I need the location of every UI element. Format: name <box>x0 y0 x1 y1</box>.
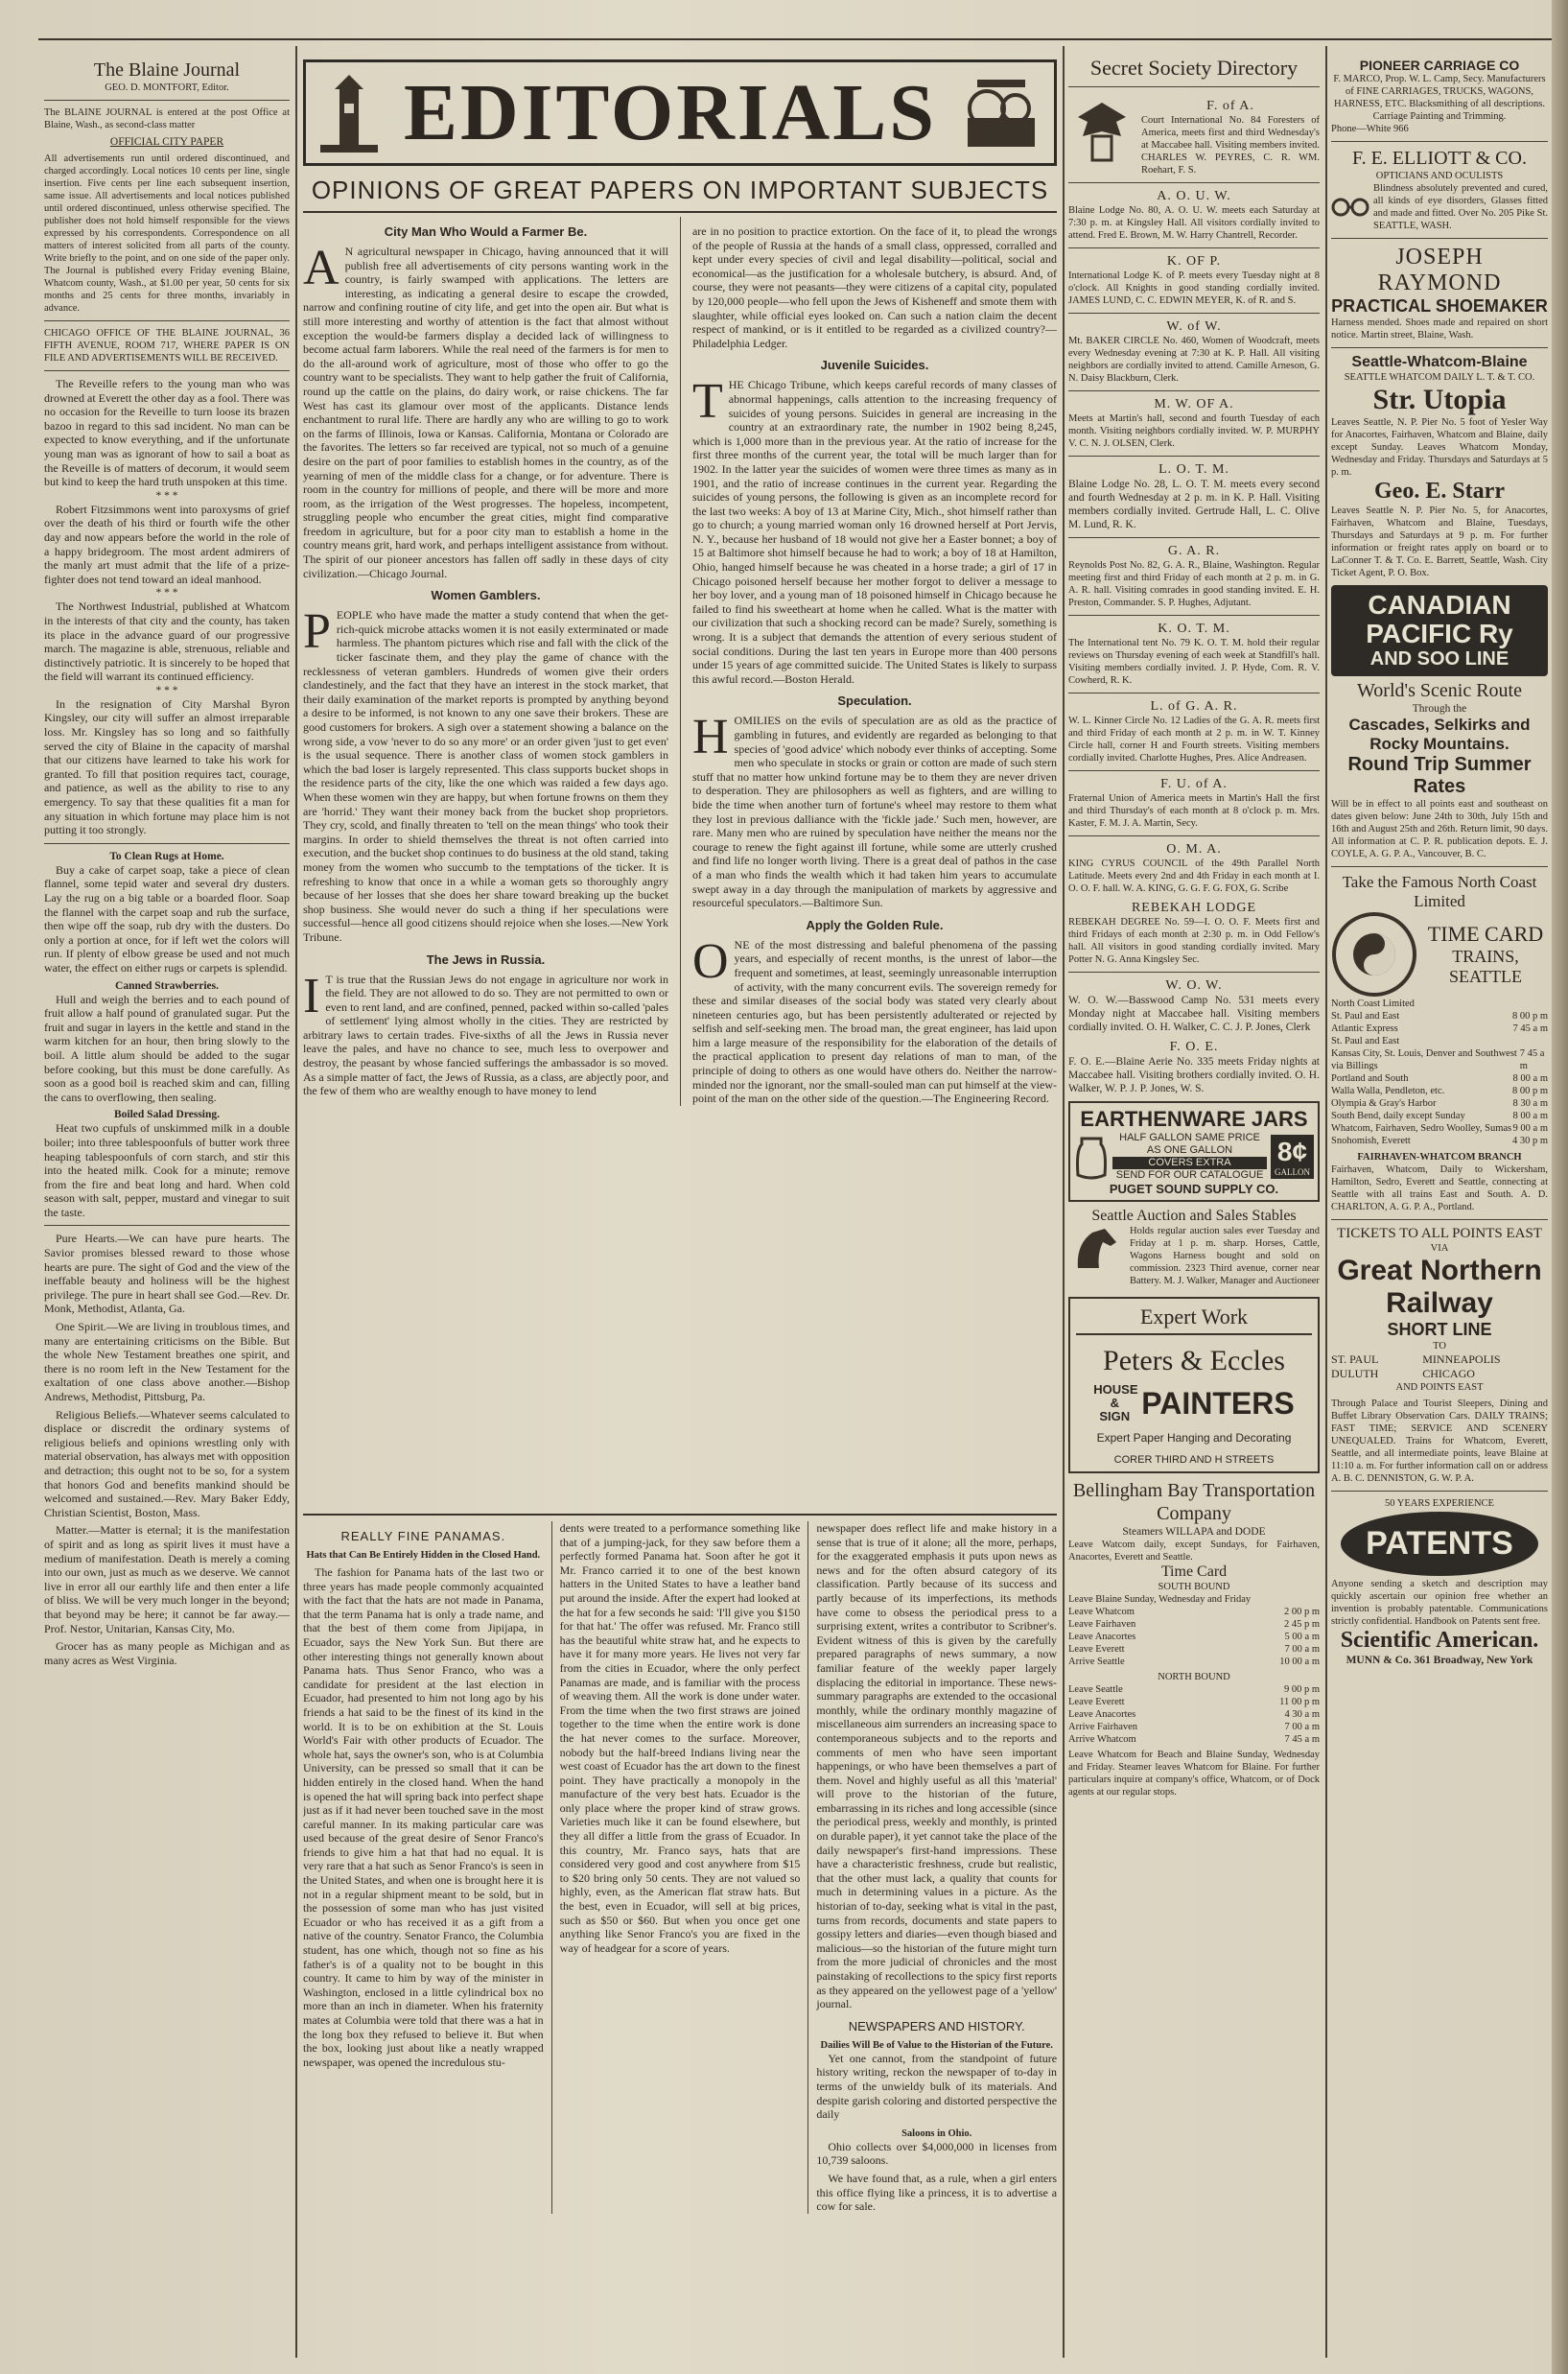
paragraph: In the resignation of City Marshal Byron Kingsley, our city will suffer an almost irreparable loss. Mr. Kingsley has so long and so faithfully served the city of Blaine in the capacity of marshal that our citizens have learned to take his work for granted. To fill that position requires tact, courage, and patience, as well as the ability to rise to any emergency. To say that these qualities fit a man for any situation in which fortune may place him is not putting it too strongly. <box>44 696 290 837</box>
panamas-text: dents were treated to a performance something like that of a jumping-jack, for they saw before them a perfectly formed Panama hat. Soon after he got it Mr. Franco carried it to one of the best known hatters in the United States to have a leather band put around the inside. After the expert had looked at the hat for a few seconds he said: 'I'll give you $150 for that hat.' The offer was refused. Mr. Franco still has the beautiful white straw hat, and he expects to have it for many more years. He lives not very far from the cities in Ecuador, where the only perfect Panamas are made, and is familiar with the process of weaving them. All the work is done under water. From the time when the two first straws are joined together to the time when the entire work is done the hat never comes to the surface. Moreover, nobody but the half-breed Indians living near the west coast of Ecuador has the art down to the finest point. They have practically a monopoly in the manufacture of the very best hats. Ecuador is the only place where the proper kind of straw grows. Varieties much like it can be found elsewhere, but they all differ a little from the grass of Ecuador. In this country, Mr. Franco says, hats that are considered very good and cost anywhere from $15 to $20 bring only 50 cents. They are not valued so highly, even, as the American flat straw hats. But the best, even in Ecuador, will sell at big prices, such as $50 or $60. But when you once get one anything like Senor Franco's you are fixed in the way of headgear for a score of years. <box>559 1521 801 1955</box>
entry-note: The BLAINE JOURNAL is entered at the post Office at Blaine, Wash., as second-class matter <box>44 107 290 130</box>
article-text: N agricultural newspaper in Chicago, having announced that it will publish free all advertisements of city persons wanting work in the country, is fairly swamped with applications. The letters are interesting, as indicating a general desire to escape the crowded, narrow and confining routine of city life, and get into the open air. But what is still more interesting and worthy of attention is the fact that almost without exception the would-be farmers display a decided lack of willingness to become actual farm laborers. While the real need of the farmers is for men to do the all-around work of agriculture, most of those who offer to go the country want to be specialists. They want to help gather the fruit of California, round up the cattle on the plains, do dairy work, or raise chickens. The far West has cast its glamour over most of the applicants. Distance lends enchantment to rural life. There are hardly any who are willing to go to work on the farms of Illinois, Iowa or Kansas. California, Montana or Colorado are the favorites. The letters so far received are typical, not so much of a genuine desire on the part of poor families to establish homes in the country, as of the yearning of men of the middle class for a change, or for adventure. There is room in the country for millions of people, and there will be more and more room, as the irrigation of the West progresses. The hopeless, incompetent, struggling people who encumber the great cities, might find comparative freedom in agriculture, but for a poor city man to establish a home in the country means grit, hard work, and perhaps intelligent assistance from without. The spirit of our pioneer ancestors has fallen off sadly in these days of city civilization.—Chicago Journal. <box>303 245 668 580</box>
timetable-time: 2 00 p m <box>1283 1607 1320 1617</box>
timetable-stop: Atlantic Express <box>1331 1023 1398 1034</box>
lodge-name: F. of A. <box>1206 99 1254 113</box>
article-text: HE Chicago Tribune, which keeps careful records of many classes of abnormal happenings, calls attention to the increasing frequency of suicides of young persons. Suicides in general are increasing in the country at an extraordinary rate, the number in 1902 being 8,245, which is 1,000 more than in the previous year. At the ratio of increase for the first three months of the current year, the total will be much larger than for 1902. In the latter year the suicides of women were three times as many as in 1901, and the ratio of increase continues in the current year. Regarding the suicides of young persons, the following is given as an incomplete record for the last two weeks: A boy of 13 at Marine City, Mich., shot himself rather than go to church; a young married woman only 16 drowned herself at Port Jervis, N. Y., because her husband of 18 would not give her a Easter bonnet; a boy of 15 at Baltimore shot himself because he had to work; a boy of 18 at Hamilton, Ohio, hanged himself because he was cheated in a horse trade; a girl of 17 in Chicago poisoned herself because her mother forgot to deliver a message to her boy lover, and a young man of 18 poisoned himself in Chicago because he failed to find his sweetheart at home when he called. What is the matter with our civilization that such a shocking record can be made? Surely, something is wrong. It is a subject that demands the attention of every serious student of social conditions. During the last ten years in Europe more than 400 persons under 15 years of age committed suicide. The United States is likely to surpass this awful record.—Boston Herald. <box>691 378 1057 686</box>
lodge-text: Meets at Martin's hall, second and fourth Tuesday of each month. Visiting neighbors cordially invited. W. P. MURPHY V. C. N. J. OLSEN, Clerk. <box>1068 413 1320 449</box>
paragraph: The Reveille refers to the young man who was drowned at Everett the other day as a fool. There was no occasion for the Reveille to turn loose its brazen bazoo in regard to this sad incident. No man can be expected to know everything, and if the unfortunate young man was as ignorant of how to sail a boat as the Reveille is of matters of decorum, it would seem but kind to keep the hard truth unspoken at this time. <box>44 377 290 489</box>
strawberries-text: Hull and weigh the berries and to each pound of fruit allow a half pound of granulated sugar. Put the fruit and sugar in layers in the kettle and stand in the warm kitchen for an hour, then bring slowly to the boil. A little alum should be added to the sugar before cooking, but this must be done carefully. As soon as a good boil is reached skim and can, filling the cans to overflowing, then sealing. <box>44 992 290 1104</box>
timetable-time: 7 45 a m <box>1284 1734 1320 1745</box>
timetable-stop: Kansas City, St. Louis, Denver and Southwest via Billings <box>1331 1048 1517 1071</box>
timetable-stop: St. Paul and East <box>1331 1011 1400 1022</box>
timetable-stop: South Bend, daily except Sunday <box>1331 1111 1465 1121</box>
timetable-stop: Leave Seattle <box>1068 1684 1123 1695</box>
time-card-np: TIME CARD <box>1427 922 1544 946</box>
timetable-time: 10 00 a m <box>1279 1657 1320 1667</box>
canadian-pacific-ad <box>1331 585 1548 676</box>
patents-experience: 50 YEARS EXPERIENCE <box>1385 1498 1494 1509</box>
painters: PAINTERS <box>1141 1385 1295 1421</box>
lodge-name: O. M. A. <box>1166 842 1222 857</box>
cascades: Cascades, Selkirks and Rocky Mountains. <box>1348 716 1531 753</box>
earthenware-line: SEND FOR OUR CATALOGUE <box>1115 1169 1264 1181</box>
seattle-title: Seattle-Whatcom-Blaine <box>1351 354 1528 370</box>
lodge-name: F. O. E. <box>1169 1040 1219 1054</box>
editorials-title: EDITORIALS <box>404 68 937 157</box>
gn-text: Through Palace and Tourist Sleepers, Dining and Buffet Library Observation Cars. DAILY TRAINS; FAST TIME; SERVICE AND SCENERY UNEQUALED. Trains for Whatcom, Everett, Seattle, and all intermediate points, leave Blaine at 11:10 a. m. For further information call on or address A. B. C. DENNISTON, G. W. P. A. <box>1331 1399 1548 1484</box>
timetable-time: 8 00 p m <box>1511 1086 1548 1096</box>
to-label: TO <box>1433 1341 1446 1352</box>
timetable-time: 7 00 a m <box>1284 1644 1320 1655</box>
paper-name: The Blaine Journal <box>93 59 241 81</box>
panamas-subtitle: Hats that Can Be Entirely Hidden in the Closed Hand. <box>306 1550 541 1561</box>
lodge-text: Blaine Lodge No. 28, L. O. T. M. meets every second and fourth Wednesday at 2 p. m. in K. P. Hall. Visiting members cordially invited. Gertrude Hall, L. C. Olive M. Lund, R. K. <box>1068 479 1320 530</box>
page-edge <box>1552 0 1568 2374</box>
carriage-title: PIONEER CARRIAGE CO <box>1359 58 1520 73</box>
editorial-column-1 <box>303 217 668 1106</box>
great-northern: Great Northern Railway <box>1337 1255 1542 1319</box>
lodge-text: International Lodge K. of P. meets every Tuesday night at 8 o'clock. All Knights in good standing cordially invited. JAMES LUND, C. C. EDWIN MEYER, K. of R. and S. <box>1068 270 1320 306</box>
steamers-text: Leave Watcom daily, except Sundays, for Fairhaven, Anacortes, Everett and Seattle. <box>1068 1540 1320 1563</box>
drop-cap: I <box>303 968 320 1023</box>
carriage-text: F. MARCO, Prop. W. L. Camp, Secy. Manufacturers of FINE CARRIAGES, TRUCKS, WAGONS, HARNESS, ETC. Blacksmithing of all descriptions. Carriage Painting and Trimming. <box>1333 74 1546 122</box>
cp-sub: AND SOO LINE <box>1369 648 1509 670</box>
timetable-time: 8 00 p m <box>1511 1011 1548 1022</box>
lodge-name: K. OF P. <box>1166 254 1222 269</box>
starr-title: Geo. E. Starr <box>1374 479 1505 504</box>
newspapers-title: NEWSPAPERS AND HISTORY. <box>848 2018 1025 2033</box>
expert-work: Expert Work <box>1076 1305 1312 1335</box>
newspapers-text: newspaper does reflect life and make history in a sense that is true of it alone; all the more, perhaps, for the exaggerated emphasis it puts upon news as news and for the often absurd category of its classification. Partly because of its success and partly because of its imperfections, its methods have come to obsess the periodical press to a surprising extent, writes a contributor to Scribner's. Evident witness of this is given by the carefully prepared paragraphs of news summary, a now familiar feature of the weekly paper largely displacing the editorial in importance. These news-summary paragraphs are extended to the occasional monthly, while the ordinary monthly magazine of miscellaneous aim surrenders an increasing space to contemporaneous subjects and to the reports and comments of men who have seen important happenings, or who have been themselves a part of them. Novel and highly useful as all this 'material' will prove to the historian of the future, embarrassing in its riches and long accessible (since the periodical press, weekly and monthly, is printed on durable paper), it yet cannot take the place of the daily newspaper's first-hand impressions. These have a characteristic freshness, crude but realistic, that the other must lack, a quality that counts for much in determining values in a picture. As the historian of to-day, seeking what is vital in the past, turns from records, documents and state papers to gossipy letters and diaries—even though biased and malicious—so the historian of the future might turn from the more judicial of chronicles and the most painstaking of recollections to the spicy first reports as they appeared on the yellowest page of a 'yellow' journal. <box>816 1521 1057 2011</box>
patents-title: PATENTS <box>1341 1512 1538 1576</box>
newspapers-subtitle: Dailies Will Be of Value to the Historian of the Future. <box>820 2039 1053 2051</box>
lodge-name: F. U. of A. <box>1160 777 1228 791</box>
fairhaven-title: FAIRHAVEN-WHATCOM BRANCH <box>1357 1152 1522 1163</box>
timetable-stop: Snohomish, Everett <box>1331 1136 1411 1146</box>
saloons-text: Ohio collects over $4,000,000 in licenses from 10,739 saloons. <box>816 2139 1057 2168</box>
timetable-stop: Leave Whatcom <box>1068 1607 1135 1617</box>
lodge-text: W. L. Kinner Circle No. 12 Ladies of the G. A. R. meets first and third Friday of each month at 2 p. m. in W. T. Kinney Circle hall, corner H and Fourth streets. Visiting members cordially invited. Charlotte Hughes, Pres. Alice Andreasen. <box>1068 716 1320 764</box>
patents-ad <box>1331 1497 1548 1667</box>
timetable-stop: Leave Blaine Sunday, Wednesday and Friday <box>1068 1594 1252 1605</box>
bay-footer: Leave Whatcom for Beach and Blaine Sunday, Wednesday and Friday. Steamer leaves Whatcom for Blaine. For further particulars inquire at company's office, Whatcom, or of Dock agents at our regular stops. <box>1068 1750 1320 1798</box>
article-text: NE of the most distressing and baleful phenomena of the passing years, and especially of recent months, is the unrest of labor—the frequent and sometimes, at least, seemingly unreasonable interruption of activity, with the many concurrent evils. The sovereign remedy for these and similar diseases of the social body was stated very clearly about nineteen centuries ago, but has been persistently adulterated or rejected by selfish and self-seeking men. The broad man, the great engineer, has laid upon him a large measure of the responsibility for the elaboration of the details of the practical application to present day relations of man to man, of the principle of doing to others as one would have others do. Neither the narrow-minded nor the ignorant, nor the small-souled man can put himself at the view-point of the man on the other side of the question.—The Engineering Record. <box>691 937 1057 1106</box>
religious-note: Pure Hearts.—We can have pure hearts. The Savior promises blessed reward to those whose hearts are pure. The sight of God and the view of the ineffable beauty and holiness will be the highest privilege. The pure in heart shall see God.—Rev. Dr. Monk, Methodist, Atlanta, Ga. <box>44 1232 290 1316</box>
lodge-name: M. W. OF A. <box>1154 397 1234 411</box>
timetable-time: 9 00 p m <box>1283 1684 1320 1695</box>
earthenware-company: PUGET SOUND SUPPLY CO. <box>1109 1182 1279 1196</box>
lodge-text: Blaine Lodge No. 80, A. O. U. W. meets each Saturday at 7:30 p. m. at Kingsley Hall. All visitors cordially invited to attend. Fred E. Brown, M. W. Harry Chantrell, Recorder. <box>1068 205 1320 241</box>
south-bound: SOUTH BOUND <box>1158 1582 1230 1592</box>
article-title: Juvenile Suicides. <box>820 358 929 373</box>
article-text: are in no position to practice extortion. On the face of it, to plead the wrongs of the people of Russia at the hands of a small class, oppressed, corralled and kept under every species of civil and legal disability—political, social and economical—as the justification for a wholesale butchery, is absurd. And, of course, they were not peasants—they were citizens of a capital city, populated by 120,000 people—who fell upon the Jews of Kisheneff and smote them with slaughter, while official eyes looked on. Can such a nation claim the decent respect of mankind, or is it entitled to be regarded as a civilized country?—Philadelphia Ledger. <box>691 224 1057 350</box>
drop-cap: H <box>691 710 729 765</box>
princess-text: We have found that, as a rule, when a girl enters this office flying like a princess, it is to advertise a cow for sale. <box>816 2171 1057 2214</box>
timetable-stop: Leave Everett <box>1068 1697 1125 1707</box>
northern-pacific-logo-icon <box>1331 911 1417 998</box>
column-divider <box>1063 46 1065 2358</box>
raymond-sub: PRACTICAL SHOEMAKER <box>1331 296 1548 316</box>
auction-text: Holds regular auction sales ever Tuesday and Friday at 1 p. m. sharp. Horses, Cattle, Wagons Harness bought and sold on commission. 2323 Third avenue, corner near Battery. M. J. Walker, Manager and Auctioneer <box>1130 1226 1320 1286</box>
timetable-time: 5 00 a m <box>1284 1632 1320 1642</box>
elliott-sub: OPTICIANS AND OCULISTS <box>1375 171 1504 181</box>
newspapers-column <box>816 1521 1057 2214</box>
household-text: Buy a cake of carpet soap, take a piece of clean flannel, some tepid water and several dry dusters. Lay the rug on a big table or a boarded floor. Soap the flannel with the carpet soap and rub the surface, then wipe off the soap, rub dry with the dusters. Do only a portion at once, for if left wet the colors will run. If plenty of elbow grease be used and not much water, the effect on either rugs or carpets is splendid. <box>44 862 290 975</box>
lodge-text: Court International No. 84 Foresters of America, meets first and third Wednesday's at Maccabee hall. Visiting members invited. CHARLES W. PEYRES, C. R. WM. Roehart, F. S. <box>1141 115 1320 176</box>
article-title: The Jews in Russia. <box>426 952 546 967</box>
dressing-text: Heat two cupfuls of unskimmed milk in a double boiler; into three tablespoonfuls of butter work three heaping tablespoonfuls of corn starch, and stir this into the heated milk. Cook for a minute; remove from the fire and beat long and hard. When cold season with salt, pepper, mustard and vinegar to suit the taste. <box>44 1121 290 1219</box>
printing-press-illustration-icon <box>958 70 1044 156</box>
rates-text: Will be in effect to all points east and southeast on dates given below: June 24th to 30th, July 15th and 16th and August 25th and 26th. Return limit, 90 days. All information at C. P. R. publication depots. E. J. COYLE, A. G. P. A., Vancouver, B. C. <box>1331 799 1548 859</box>
lodge-name: L. O. T. M. <box>1158 462 1229 477</box>
newspapers-text: Yet one cannot, from the standpoint of future history writing, reckon the newspaper of to-day in terms of the unwieldy bulk of its materials. And despite garish coloring and distorted perspective the daily <box>816 2051 1057 2122</box>
panamas-text: The fashion for Panama hats of the last two or three years has made people commonly acquainted with the fact that the hats are not made in Panama, that the term Panama hat is only a trade name, and that the best of them come from Jipijapa, in Ecuador, says the New York Sun. But there are other interesting things not generally known about Panama hats. Thus Senor Franco, who was a candidate for president at the last election in Ecuador, had presented to him not long ago by his friends a hat said to be the finest of its kind in the world. It is to be on exhibition at the St. Louis World's Fair with other products of Ecuador. The whole hat, says the owner's son, who is at Columbia University, can be pressed so small that it can be hidden entirely in the closed hand. When the hand is opened the hat will spring back into perfect shape just as if it had never been touched save in the most careful manner. In its making particular care was used because of the great desire of Senor Franco's friends to give him a hat that had no equal. It is very rare that a hat such as Senor Franco's is seen in the United States, and when one is brought here it is not in a regular shipment meant to be sold, but in the possession of some man who has just visited Ecuador or who has received it as a gift from a native of the country. Senator Franco, the Columbia student, has one which, though not so fine as his father's is of a quality not to be bought in this country. It came to him by way of the minister in Washington, enclosed in a little cylindrical box no more than an inch in diameter. When his fraternity mates at Columbia were told that there was a hat in the long box they refused to believe it. But when the box, looking just about like a neatly wrapped newspaper, was opened the incredulous stu- <box>303 1565 544 2069</box>
cities-left: ST. PAUL DULUTH <box>1331 1352 1379 1380</box>
munn: MUNN & Co. 361 Broadway, New York <box>1346 1655 1533 1666</box>
np-timetable <box>1331 998 1548 1147</box>
through-label: Through the <box>1412 703 1467 715</box>
elliott-text: Blindness absolutely prevented and cured, all kinds of eye disorders, Glasses fitted and made and fitted. Over No. 205 Pike St. SEATTLE, WASH. <box>1373 183 1548 231</box>
timetable-time: 4 30 p m <box>1511 1136 1548 1146</box>
horse-head-icon <box>1068 1225 1126 1273</box>
timetable-time: 8 00 a m <box>1512 1073 1548 1084</box>
religious-note: Matter.—Matter is eternal; it is the manifestation of spirit and as long as spirit lives it must have a medium of manifestation. Death is merely a coming into our own, just as much as we deserve. We cannot live in error all our earthly life and then enter a life of bliss. We will be very much longer in the beyond; that beyond may be here; it cannot be far away.—Prof. Nestor, Unitarian, Kansas City, Mo. <box>44 1523 290 1635</box>
article-title: Speculation. <box>837 693 912 709</box>
article-title: Apply the Golden Rule. <box>806 917 944 932</box>
timetable-time: 11 00 p m <box>1279 1697 1320 1707</box>
official-label: OFFICIAL CITY PAPER <box>109 136 224 148</box>
panamas-title: REALLY FINE PANAMAS. <box>340 1529 506 1543</box>
starr-text: Leaves Seattle N. P. Pier No. 5, for Anacortes, Fairhaven, Whatcom and Blaine, Tuesdays, Thursdays and Saturdays at 9 p. m. For further information or freight rates apply on board or to LaConner T. & T. Co. E. Barrett, Seattle, Wash. City Ticket Agent, P. O. Box. <box>1331 505 1548 578</box>
timetable-time: 2 45 p m <box>1283 1619 1320 1630</box>
earthenware-ad <box>1068 1101 1320 1202</box>
lodge-name: W. O. W. <box>1165 978 1223 993</box>
column-divider <box>295 46 297 2358</box>
gn-header: TICKETS TO ALL POINTS EAST <box>1337 1226 1542 1241</box>
raymond-text: Harness mended. Shoes made and repaired on short notice. Martin street, Blaine, Wash. <box>1331 317 1548 341</box>
cities-right: MINNEAPOLIS CHICAGO <box>1422 1352 1501 1380</box>
north-bound: NORTH BOUND <box>1158 1672 1230 1682</box>
lower-strip <box>303 1514 1057 2358</box>
timetable-stop: Leave Fairhaven <box>1068 1619 1136 1630</box>
saloons-title: Saloons in Ohio. <box>901 2127 972 2139</box>
earthenware-line: HALF GALLON SAME PRICE AS ONE GALLON <box>1119 1132 1260 1156</box>
timetable-stop: Portland and South <box>1331 1073 1409 1084</box>
lodge-text: Reynolds Post No. 82, G. A. R., Blaine, Washington. Regular meeting first and third Friday of each month at 2 p. m. in G. A. R. hall. Visiting comrades in good standing invited. E. H. Preston, Commander. S. P. Hughes, Adjutant. <box>1068 560 1320 608</box>
timetable-stop: Arrive Fairhaven <box>1068 1722 1138 1732</box>
article-text: T is true that the Russian Jews do not engage in agriculture nor work in the field. They are not allowed to do so. They are not permitted to own or even to rent land, and are confined, penned, packed within so-called 'pales of settlement' lying almost wholly in the cities. They are restricted by arbitrary laws to certain trades. Five-sixths of all the Jews in Russia never leave the pales, and have no chance to see, much less to overpower and destroy, the peasant by whose fancied sufferings the ambassador is so moved. As a simple matter of fact, the Jews of Russia, as a class, are abjectly poor, and the few of them who are wealthy enough to have money to lend <box>303 972 668 1098</box>
society-title: Secret Society Directory <box>1089 56 1299 80</box>
panamas-column-1 <box>303 1521 544 2214</box>
right-ads-column <box>1331 46 1548 1667</box>
lodge-text: KING CYRUS COUNCIL of the 49th Parallel North Latitude. Meets every 2nd and 4th Friday in each month at I. O. O. F. hall. W. A. KING, G. G. F. G. FOX, G. Scribe <box>1068 858 1320 894</box>
scenic-route: World's Scenic Route <box>1357 680 1522 701</box>
strawberries-title: Canned Strawberries. <box>115 979 219 992</box>
left-column: The Blaine Journal GEO. D. MONTFORT, Editor. The BLAINE JOURNAL is entered at the post Office at Blaine, Wash., as second-class matter OFFICIAL CITY PAPER All advertisements run until ordered discontinued, and charged accordingly. Local notices 10 cents per line, single insertion. Five cents per line each subsequent insertion, same issue. All advertisements and local notices published until ordered discontinued, unless otherwise specified. The publisher does not hold himself responsible for the views expressed by his correspondents. Correspondence on all matters of interest solicited from all parts of the county. Write briefly to the point, and on one side of the paper only. The Journal is published every Friday evening Blaine, Whatcom county, Wash., at $1.00 per year, 50 cents for six months and 25 cents for three months, invariably in advance. CHICAGO OFFICE OF THE BLAINE JOURNAL, 36 FIFTH AVENUE, ROOM 717, WHERE PAPER IS ON FILE AND ADVERTISEMENTS WILL BE RECEIVED. The Reveille refers to the young man who was drowned at Everett the other day as a fool. There was no occasion for the Reveille to turn loose its brazen bazoo in regard to this sad incident. No man can be expected to know everything, and if the unfortunate young man was as ignorant of how to sail a boat as the Reveille is of matters of decorum, it would seem but kind to keep the hard truth unspoken at this time. * * * Robert Fitzsimmons went into paroxysms of grief over the death of his third or fourth wife the other day and now appears before the world in the role of a happy bridegroom. The most ardent admirers of the manly art must admit that the life of a prize-fighter does not tend toward an ideal manhood. * * * The Northwest Industrial, published at Whatcom in the interests of that city and the county, has taken its place in the advance guard of our progressive march. The magazine is able, strenuous, reliable and distinctively patriotic. It is sincerely to be hoped that the field will warrant its continued efficiency. * * * In the resignation of City Marshal Byron Kingsley, our city will suffer an almost irreparable loss. Mr. Kingsley has so long and so faithfully served the city of Blaine in the capacity of marshal that our citizens have learned to take his work for granted. To fill that position requires tact, courage, and patience, as well as the ability to rise to any emergency. To say that these qualities fit a man for any situation in which fortune may place him is not putting it too strongly. To Clean Rugs at Home. Buy a cake of carpet soap, take a piece of clean flannel, some tepid water and several dry dusters. Lay the rug on a big table or a boarded floor. Soap the flannel with the carpet soap and rub the surface, then wipe off the soap, rub dry with the dusters. Do only a portion at once, for if left wet the colors will run. If plenty of elbow grease be used and not much water, the effect on either rugs or carpets is splendid. Canned Strawberries. Hull and weigh the berries and to each pound of fruit allow a half pound of granulated sugar. Put the fruit and sugar in layers in the kettle and stand in the warm kitchen for an hour, then bring slowly to the boil. A little alum should be added to the sugar before cooking, but this must be done carefully. As soon as a good boil is reached skim and can, filling the cans to overflowing, then sealing. Boiled Salad Dressing. Heat two cupfuls of unskimmed milk in a double boiler; into three tablespoonfuls of butter work three heaping tablespoonfuls of corn starch, and stir this into the heated milk. Cook for a minute; remove from the fire and beat long and hard. When cold season with salt, pepper, mustard and vinegar to suit the taste. Pure Hearts.—We can have pure hearts. The Savior promises blessed reward to those whose hearts are pure. The sight of God and the view of the ineffable beauty and holiness will be the highest privilege. The pure in heart shall see God.—Rev. Dr. Monk, Methodist, Atlanta, Ga. One Spirit.—We are living in troublous times, and many are entertaining criticisms on the Bible. But the whole New Testament breathes one spirit, and there is no room left in the New Testament for the exaltation of one class above another.—Bishop Andrews, Methodist, Pittsburg, Pa. Religious Beliefs.—Whatever seems calculated to displace or discredit the ordinary systems of religious beliefs and opinions wrestling only with material observation, has always met with opposition and detraction; this ought not to be so, for a system that honors God and benefits mankind should be welcomed and sustained.—Rev. Mary Baker Eddy, Christian Scientist, Boston, Mass. Matter.—Matter is eternal; it is the manifestation of spirit and as long as spirit lives it must have a medium of manifestation. Death is merely a coming into our own, just as much as we deserve. We cannot live in error all our earthly life and then enter a life of bliss. We will be very much longer in the beyond; that beyond may be here; it cannot be far away.—Prof. Nestor, Unitarian, Kansas City, Mo. Grocer has as many people as Michigan and as many acres as West Virginia. <box>44 59 290 1667</box>
paragraph: The Northwest Industrial, published at Whatcom in the interests of that city and the county, has taken its place in the advance guard of our progressive march. The magazine is able, strenuous, reliable and distinctively patriotic. It is sincerely to be hoped that the field will warrant its continued efficiency. <box>44 599 290 684</box>
timetable-stop: Leave Everett <box>1068 1644 1125 1655</box>
lodge-text: The International tent No. 79 K. O. T. M. hold their regular reviews on Thursday evening of each week at Standfill's hall. Visiting members cordially invited. J. P. Hyde, Com. R. V. Cowherd, R. K. <box>1068 638 1320 686</box>
earthenware-price: 8¢ <box>1276 1137 1308 1166</box>
points-east: AND POINTS EAST <box>1395 1382 1484 1393</box>
timetable-stop: Leave Anacortes <box>1068 1709 1136 1720</box>
corner-address: CORER THIRD AND H STREETS <box>1113 1454 1275 1466</box>
timetable-time: 4 30 a m <box>1284 1709 1320 1720</box>
article-title: Women Gamblers. <box>431 588 541 603</box>
panamas-column-2 <box>560 1521 801 2214</box>
drop-cap: P <box>303 604 331 660</box>
short-line: SHORT LINE <box>1387 1320 1492 1339</box>
timetable-stop: Arrive Seattle <box>1068 1657 1125 1667</box>
editorials-banner <box>303 59 1057 166</box>
article-title: City Man Who Would a Farmer Be. <box>384 224 588 239</box>
paper-hanging: Expert Paper Hanging and Decorating <box>1096 1431 1292 1445</box>
timetable-time: 8 30 a m <box>1512 1098 1548 1109</box>
jar-icon <box>1074 1133 1109 1181</box>
steamers: Steamers WILLAPA and DODE <box>1122 1526 1266 1538</box>
house-sign: HOUSE & SIGN <box>1093 1382 1138 1423</box>
timetable-time: 7 45 a m <box>1519 1048 1545 1071</box>
religious-note: Grocer has as many people as Michigan and as many acres as West Virginia. <box>44 1639 290 1667</box>
peters-eccles: Peters & Eccles <box>1103 1345 1285 1376</box>
eyeglasses-icon <box>1331 196 1369 219</box>
lodge-text: W. O. W.—Basswood Camp No. 531 meets every Monday night at Maccabee hall. Visiting members cordially invited. O. H. Walker, C. C. J. P. Jones, Clerk <box>1068 995 1320 1033</box>
timetable-stop: Olympia & Gray's Harbor <box>1331 1098 1437 1109</box>
earthenware-line: COVERS EXTRA <box>1112 1157 1267 1169</box>
editorials-section <box>303 46 1057 1106</box>
lodge-name: A. O. U. W. <box>1157 189 1231 203</box>
chicago-office: CHICAGO OFFICE OF THE BLAINE JOURNAL, 36 FIFTH AVENUE, ROOM 717, WHERE PAPER IS ON FILE AND ADVERTISEMENTS WILL BE RECEIVED. <box>44 328 290 364</box>
lodge-name: W. of W. <box>1166 319 1222 334</box>
article-text: EOPLE who have made the matter a study contend that when the get-rich-quick microbe attacks women it is not easily exterminated or made harmless. The phantom pictures which rise and fall with the click of the ticker fascinate them, and they play the game of chance with the recklessness of veteran gamblers. Hundreds of women give their orders clandestinely, and the fact that they have an interest in the stock market, that their daily examination of the market reports is prompted by anything beyond a desire to be informed, is not known to any one save their brokers. These are good customers for brokers. A sigh over a statement showing a balance on the wrong side, a vow 'never to do so any more' or an order given 'just to get even' is the usual sequence. There is another class of women stock gamblers in which the bad loser is largely represented. This class supports bucket shops in the residence parts of the city, like the one which was raided a few days ago. When these women win they are happy, but when fortune frowns on them they are 'horrid.' They want their money back from the bucket shop proprietors. They cry, scold, and finally threaten to 'tell on the mean things' who took their margins. In order to shield themselves the threat is not often carried into execution, and the bucket shop continues to do business at the old stand, taking money from the women who succumb to the temptations of the ticker. It is refreshing to know that once in a while a woman gets so thoroughly angry because of her losses that she does her share toward breaking up the bucket shop business. She would never do such a thing if her speculations were successful—hence all good citizens should rejoice when she loses.—New York Tribune. <box>303 608 668 944</box>
scientific-american: Scientific American. <box>1340 1628 1539 1653</box>
religious-note: One Spirit.—We are living in troublous times, and many are entertaining criticisms on the Bible. But the whole New Testament breathes one spirit, and there is no room left in the New Testament for the exaltation of one class above another.—Bishop Andrews, Methodist, Pittsburg, Pa. <box>44 1320 290 1403</box>
timetable-time: 7 00 a m <box>1284 1722 1320 1732</box>
bay-title: Bellingham Bay Transportation Company <box>1072 1480 1316 1524</box>
utopia-title: Str. Utopia <box>1372 384 1507 415</box>
lodge-name: G. A. R. <box>1167 544 1221 558</box>
article-text: OMILIES on the evils of speculation are as old as the practice of gambling in futures, and evidently are regarded as belonging to that species of 'good advice' which nobody ever thinks of accepting. Some men who speculate in stocks or grain or cotton are made of such stern stuff that no matter how unkind fortune may be to them they are never driven to desperation. They are philosophers as well as fighters, and are willing to bide the time when another turn of fortune's wheel may restore to them what they lost in previous dalliance with the 'fickle jade.' Such men, however, are rare. Many men who are ruined by speculation have neither the means nor the courage to renew the fight against ill fortune, while some are utterly crushed and find life no longer worth living. There is a great deal of pathos in the case of a man who finds the wealth which it had taken him years to accumulate swept away in a day through the manipulation of markets by aggressive and resourceful speculators.—Baltimore Sun. <box>691 714 1057 910</box>
drop-cap: O <box>691 933 729 989</box>
south-bound-table <box>1068 1593 1320 1668</box>
timetable-time: 9 00 a m <box>1512 1123 1548 1134</box>
earthenware-unit: GALLON <box>1275 1167 1310 1177</box>
round-trip: Round Trip Summer Rates <box>1347 754 1532 797</box>
via-label: VIA <box>1430 1243 1449 1254</box>
painters-ad <box>1068 1297 1320 1473</box>
editorial-column-2 <box>692 217 1057 1106</box>
seattle-sub: SEATTLE WHATCOM DAILY L. T. & T. CO. <box>1344 372 1535 383</box>
timetable-stop: Arrive Whatcom <box>1068 1734 1136 1745</box>
north-coast: Take the Famous North Coast Limited <box>1342 873 1537 910</box>
lodge-name: L. of G. A. R. <box>1150 699 1238 714</box>
household-title: To Clean Rugs at Home. <box>109 850 224 862</box>
trains-label: TRAINS, SEATTLE <box>1449 947 1522 986</box>
drop-cap: T <box>691 374 723 430</box>
patents-text: Anyone sending a sketch and description may quickly ascertain our opinion free whether an invention is probably patentable. Communications strictly confidential. Handbook on Patents sent free. <box>1331 1579 1548 1627</box>
timetable-stop: North Coast Limited <box>1331 999 1415 1009</box>
fairhaven-text: Fairhaven, Whatcom, Daily to Wickersham, Hamilton, Sedro, Everett and Seattle, connecting at Seattle with all trains East and South. A. D. CHARLTON, A. G. P. A., Portland. <box>1331 1164 1548 1212</box>
timetable-time: 8 00 a m <box>1512 1111 1548 1121</box>
society-directory-column <box>1068 46 1320 1798</box>
drop-cap: A <box>303 241 339 295</box>
publication-notices: All advertisements run until ordered discontinued, and charged accordingly. Local notices 10 cents per line, single insertion. Five cents per line each subsequent insertion, same issue. All advertisements and local notices published until ordered discontinued, unless otherwise specified. The publisher does not hold himself responsible for the views expressed by his correspondents. Correspondence on all matters of interest solicited from all parts of the county. Write briefly to the point, and on one side of the paper only. The Journal is published every Friday evening Blaine, Whatcom county, Wash., at $1.00 per year, 50 cents for six months and 25 cents for three months, invariably in advance. <box>44 153 290 314</box>
timetable-stop: Whatcom, Fairhaven, Sedro Woolley, Sumas <box>1331 1123 1512 1134</box>
religious-note: Religious Beliefs.—Whatever seems calculated to displace or discredit the ordinary systems of religious beliefs and opinions wrestling only with material observation, has always met with opposition and detraction; this ought not to be so, for a system that honors God and benefits mankind should be welcomed and sustained.—Rev. Mary Baker Eddy, Christian Scientist, Boston, Mass. <box>44 1407 290 1519</box>
timetable-time: 7 45 a m <box>1512 1023 1548 1034</box>
carriage-phone: Phone—White 966 <box>1331 124 1409 134</box>
dressing-title: Boiled Salad Dressing. <box>113 1109 221 1121</box>
lodge-name: REBEKAH LODGE <box>1131 901 1257 915</box>
paragraph: Robert Fitzsimmons went into paroxysms of grief over the death of his third or fourth wife the other day and now appears before the world in the role of a happy bridegroom. The most ardent admirers of the manly art must admit that the life of a prize-fighter does not tend toward an ideal manhood. <box>44 502 290 586</box>
raymond-title: JOSEPH RAYMOND <box>1377 245 1502 295</box>
editorials-subtitle: OPINIONS OF GREAT PAPERS ON IMPORTANT SUBJECTS <box>311 176 1049 204</box>
column-divider <box>1325 46 1327 2358</box>
lodge-name: K. O. T. M. <box>1158 622 1230 636</box>
utopia-text: Leaves Seattle, N. P. Pier No. 5 foot of Yesler Way for Anacortes, Fairhaven, Whatcom and Blaine, daily except Sunday. Leaves Whatcom Monday, Wednesday and Friday. Thursdays and Saturdays at 5 p. m. <box>1331 417 1548 478</box>
eagle-emblem-icon <box>1068 93 1135 170</box>
lodge-text: Mt. BAKER CIRCLE No. 460, Women of Woodcraft, meets every Wednesday evening at 7:30 at K. P. Hall. All visiting neighbors are cordially invited to attend. Camille Arneson, G. N. Daisy Blackburn, Clerk. <box>1068 336 1320 384</box>
elliott-title: F. E. ELLIOTT & CO. <box>1352 148 1527 169</box>
cp-title: CANADIAN PACIFIC Ry <box>1366 590 1513 648</box>
timetable-stop: Walla Walla, Pendleton, etc. <box>1331 1086 1445 1096</box>
timetable-stop: Leave Anacortes <box>1068 1632 1136 1642</box>
lighthouse-illustration-icon <box>316 70 383 156</box>
earthenware-title: EARTHENWARE JARS <box>1080 1107 1308 1131</box>
editor-line: GEO. D. MONTFORT, Editor. <box>105 82 229 93</box>
lodge-text: F. O. E.—Blaine Aerie No. 335 meets Friday nights at Maccabee hall. Visiting brothers cordially invited. O. H. Walker, W. P. J. P. Jones, W. S. <box>1068 1056 1320 1094</box>
north-bound-table <box>1068 1683 1320 1746</box>
timetable-stop: St. Paul and East <box>1331 1036 1400 1046</box>
lodge-text: Fraternal Union of America meets in Martin's Hall the first and third Thursday's of each month at 8 o'clock p. m. Mrs. Kaster, F. M. J. A. Martin, Secy. <box>1068 793 1320 829</box>
lodge-text: REBEKAH DEGREE No. 59—I. O. O. F. Meets first and third Fridays of each month at 2:30 p. m. in Odd Fellow's hall. All visitors in good standing cordially invited. Mary Potter N. G. Anna Kingsley Sec. <box>1068 917 1320 965</box>
time-card-title: Time Card <box>1160 1563 1228 1580</box>
auction-title: Seattle Auction and Sales Stables <box>1091 1208 1297 1224</box>
